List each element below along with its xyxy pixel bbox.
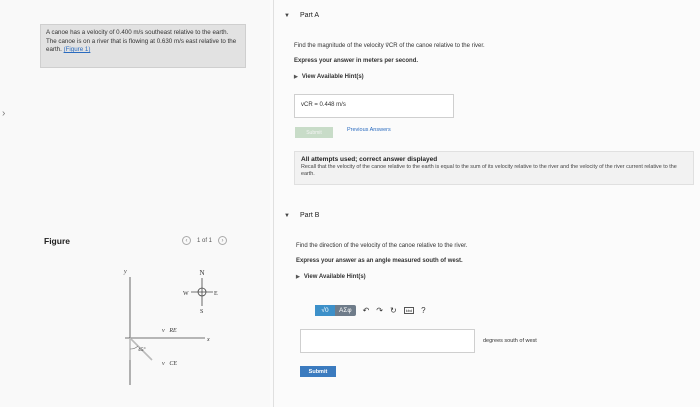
part-a-hint-label: View Available Hint(s) (301, 74, 364, 80)
part-a-feedback (294, 151, 694, 185)
part-a-header[interactable] (284, 12, 319, 19)
problem-statement (40, 24, 246, 68)
part-a-question: Find the magnitude of the velocity v⃗CR of the canoe relative to the river. (294, 43, 485, 49)
part-b-submit-button[interactable]: Submit (300, 366, 336, 377)
part-a-title: Part A (299, 12, 320, 19)
x-axis-label: x (207, 337, 210, 343)
math-toolbar (315, 305, 426, 316)
part-a-submit-button: Submit (295, 127, 333, 138)
previous-answers-link[interactable]: Previous Answers (347, 127, 391, 133)
help-icon[interactable]: ? (421, 306, 426, 315)
figure-pager (182, 236, 227, 245)
chevron-right-icon[interactable]: › (218, 236, 227, 245)
templates-button[interactable]: √0 (315, 305, 335, 316)
symbols-button[interactable]: ΑΣφ (339, 307, 352, 314)
part-a-hints[interactable] (294, 74, 364, 80)
angle-label: 45° (138, 347, 146, 353)
part-b-header[interactable] (284, 212, 319, 219)
feedback-title: All attempts used; correct answer displayed (301, 156, 438, 163)
compass-n: N (199, 269, 205, 277)
redo-icon[interactable]: ↷ (376, 306, 383, 315)
part-b-title: Part B (299, 212, 320, 219)
templates-group (315, 305, 356, 316)
figure-link[interactable]: (Figure 1) (63, 46, 91, 53)
compass-icon (183, 269, 218, 315)
vector-ce-label: v⃗CE (162, 361, 177, 367)
y-axis-label: y (124, 269, 127, 275)
reset-icon[interactable]: ↻ (389, 306, 397, 315)
caret-right-icon: ▶ (296, 274, 300, 280)
part-a-answer-box (294, 94, 454, 118)
part-b-hint-label: View Available Hint(s) (303, 274, 366, 280)
part-a-instruction: Express your answer in meters per second. (294, 58, 419, 64)
panel-divider (273, 0, 274, 407)
angle-arc (130, 346, 138, 349)
part-b-answer-input[interactable] (300, 329, 475, 353)
undo-icon[interactable]: ↶ (362, 306, 370, 315)
figure-label: Figure (44, 236, 70, 246)
compass-w: W (183, 291, 189, 297)
feedback-body: Recall that the velocity of the canoe relative to the earth is equal to the sum of its velocity relative to the river and the velocity of the river current relative to the earth. (301, 164, 677, 177)
pager-text: 1 of 1 (197, 237, 213, 244)
part-b-instruction: Express your answer as an angle measured south of west. (296, 258, 463, 264)
problem-text: A canoe has a velocity of 0.400 m/s southeast relative to the earth. The canoe is on a river that is flowing at 0.630 m/s east relative to the earth. (46, 29, 237, 53)
keyboard-icon[interactable]: kbd (405, 308, 413, 313)
compass-s: S (200, 309, 204, 315)
vector-re-label: v⃗RE (162, 328, 177, 334)
caret-down-icon: ▼ (284, 212, 290, 219)
vector-diagram (110, 255, 245, 395)
caret-down-icon: ▼ (284, 12, 290, 19)
compass-e: E (214, 291, 218, 297)
part-a-answer: vCR = 0.448 m/s (301, 102, 346, 108)
caret-right-icon: ▶ (294, 74, 298, 80)
part-b-unit: degrees south of west (483, 338, 537, 344)
chevron-left-icon[interactable]: ‹ (182, 236, 191, 245)
expand-arrow-icon[interactable]: › (2, 108, 6, 119)
part-b-hints[interactable] (296, 274, 366, 280)
part-b-question: Find the direction of the velocity of the canoe relative to the river. (296, 243, 468, 249)
